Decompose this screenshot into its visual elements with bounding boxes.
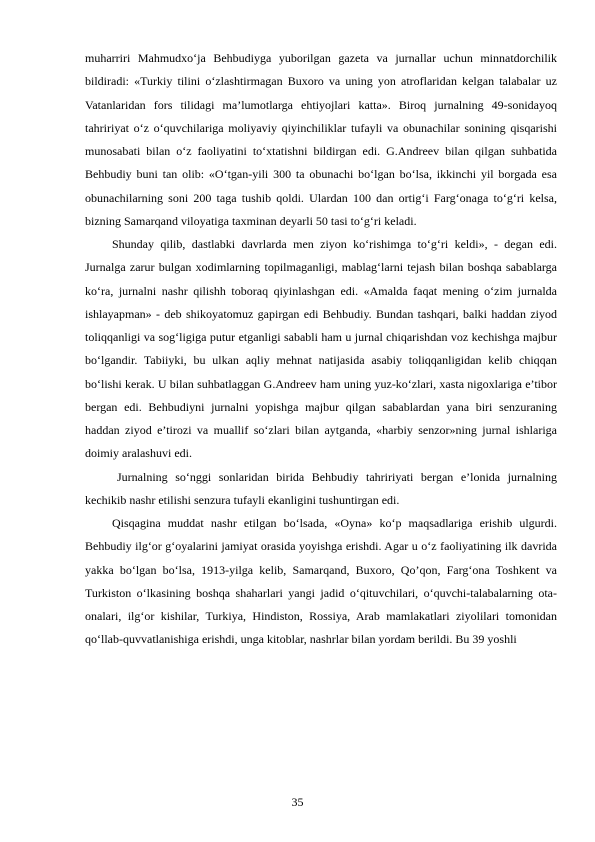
- page-number: 35: [291, 795, 304, 809]
- paragraph: Jurnalning so‘nggi sonlaridan birida Behbudiy tahririyati bergan e’lonida jurnalning kechikib nashr etilishi senzura tufayli ekanligini tushuntirgan edi.: [85, 469, 557, 507]
- body-text: [85, 47, 557, 652]
- paragraph-continuation: muharriri Mahmudxo‘ja Behbudiyga yuborilgan gazeta va jurnallar uchun minnatdorchilik bildiradi: «Turkiy tilini o‘zlashtirmagan Buxoro va uning yon atroflaridan kelgan talabalar uz Vatanlaridan fors tilidagi ma’lumotlarga ehtiyojlari katta». Biroq jurnalning 49-sonidayoq tahririyat o‘z o‘quvchilariga moliyaviy qiyinchiliklar tufayli va obunachilar sonining qisqarishi munosabati bilan o‘z faoliyatini to‘xtatishni bildirgan edi. G.Andreev bilan qilgan suhbatida Behbudiy buni tan olib: «O‘tgan-yili 300 ta obunachi bo‘lgan bo‘lsa, ikkinchi yil borgada esa obunachilarning soni 200 taga tushib qoldi. Ulardan 100 dan ortig‘i Farg‘onaga to‘g‘ri kelsa, bizning Samarqand viloyatiga taxminan deyarli 50 tasi to‘g‘ri keladi.: [85, 51, 557, 228]
- paragraph: Qisqagina muddat nashr etilgan bo‘lsada, «Oyna» ko‘p maqsadlariga erishib ulgurdi. Behbudiy ilg‘or g‘oyalarini jamiyat orasida yoyishga erishdi. Agar u o‘z faoliyatining ilk davrida yakka bo‘lgan bo‘lsa, 1913-yilga kelib, Samarqand, Buxoro, Qo’qon, Farg‘ona Toshkent va Turkiston o‘lkasining boshqa shaharlari yangi jadid o‘qituvchilari, o‘quvchi-talabalarning ota-onalari, ilg‘or kishilar, Turkiya, Hindiston, Rossiya, Arab mamlakatlari ziyolilari tomonidan qo‘llab-quvvatlanishiga erishdi, unga kitoblar, nashrlar bilan yordam berildi. Bu 39 yoshli: [85, 516, 557, 647]
- paragraph: Shunday qilib, dastlabki davrlarda men ziyon ko‘rishimga to‘g‘ri keldi», - degan edi. Jurnalga zarur bulgan xodimlarning topilmaganligi, mablag‘larni tejash bilan boshqa sabablarga ko‘ra, jurnalni nashr qilishh toboraq qiyinlashgan edi. «Amalda faqat mening o‘zim jurnalda ishlayapman» - deb shikoyatomuz gapirgan edi Behbudiy. Bundan tashqari, balki haddan ziyod toliqqanligi va sog‘ligiga putur etganligi sababli ham u jurnal chiqarishdan voz kechishga majbur bo‘lgandir. Tabiiyki, bu ulkan aqliy mehnat natijasida asabiy toliqqanligidan kelib chiqqan bo‘lishi kerak. U bilan suhbatlaggan G.Andreev ham uning yuz-ko‘zlari, xasta nigoxlariga e’tibor bergan edi. Behbudiyni jurnalni yopishga majbur qilgan sabablardan yana biri senzuraning haddan ziyod e’tirozi va muallif so‘zlari bilan aytganda, «harbiy senzor»ning jurnal ishlariga doimiy aralashuvi edi.: [85, 237, 557, 461]
